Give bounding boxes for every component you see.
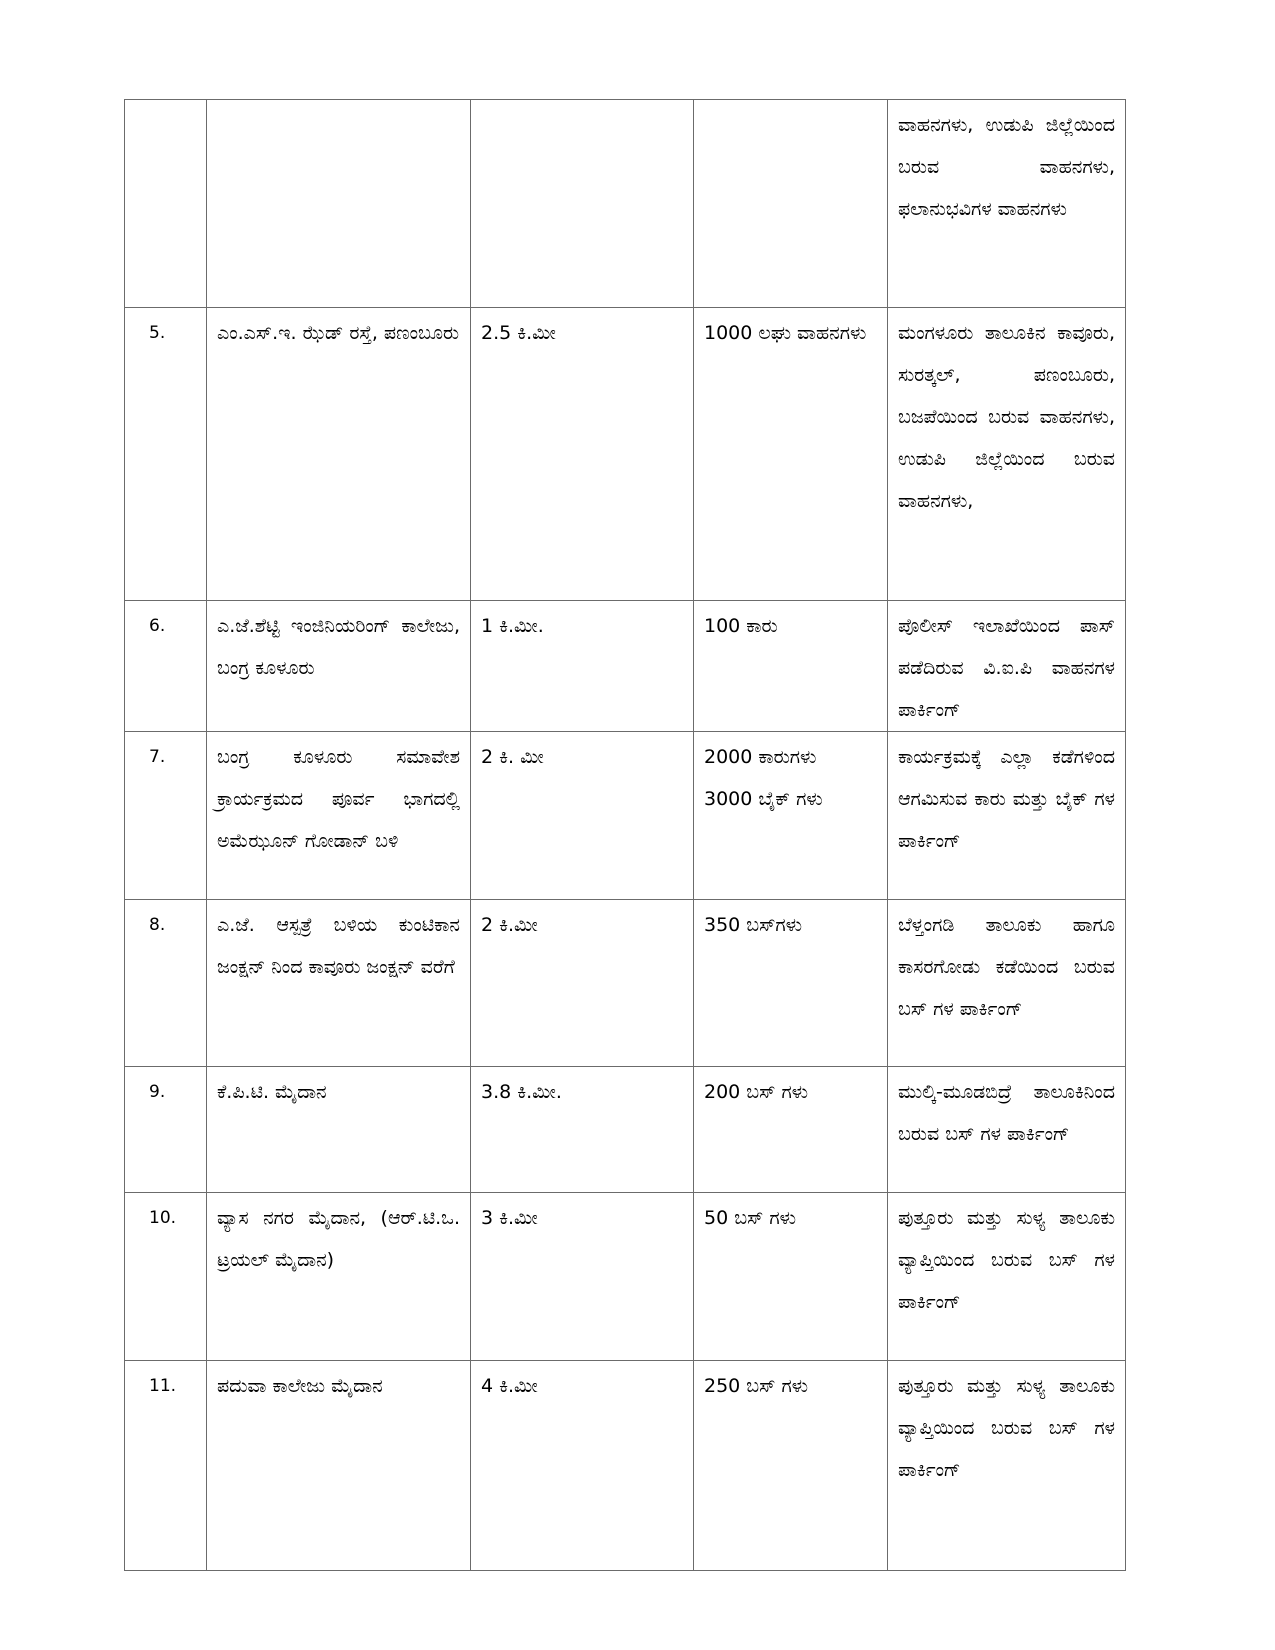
- serial-number-cell: 8.: [125, 900, 207, 1067]
- table-row: [125, 100, 1126, 308]
- description-cell: ಬೆಳ್ತಂಗಡಿ ತಾಲೂಕು ಹಾಗೂ ಕಾಸರಗೋಡು ಕಡೆಯಿಂದ ಬರುವ ಬಸ್ ಗಳ ಪಾರ್ಕಿಂಗ್: [888, 900, 1126, 1067]
- location-cell: [207, 100, 471, 308]
- description-cell: ಮುಲ್ಕಿ-ಮೂಡಬಿದ್ರೆ ತಾಲೂಕಿನಿಂದ ಬರುವ ಬಸ್ ಗಳ ಪಾರ್ಕಿಂಗ್: [888, 1067, 1126, 1193]
- location-cell: ವ್ಯಾಸ ನಗರ ಮೈದಾನ, (ಆರ್.ಟಿ.ಒ. ಟ್ರಯಲ್ ಮೈದಾನ): [207, 1193, 471, 1361]
- location-cell: ಬಂಗ್ರ ಕೂಳೂರು ಸಮಾವೇಶ ಕ್ರಾರ್ಯಕ್ರಮದ ಪೂರ್ವ ಭಾಗದಲ್ಲಿ ಅಮೆಝೂನ್ ಗೋಡಾನ್ ಬಳಿ: [207, 732, 471, 900]
- serial-number-cell: 6.: [125, 601, 207, 732]
- table-row: [125, 601, 1126, 732]
- capacity-cell: 250 ಬಸ್ ಗಳು: [694, 1361, 888, 1571]
- capacity-cell: 2000 ಕಾರುಗಳು 3000 ಬೈಕ್ ಗಳು: [694, 732, 888, 900]
- distance-cell: 2 ಕಿ.ಮೀ: [471, 900, 694, 1067]
- distance-cell: 2 ಕಿ. ಮೀ: [471, 732, 694, 900]
- distance-cell: 2.5 ಕಿ.ಮೀ: [471, 308, 694, 601]
- location-cell: ಕೆ.ಪಿ.ಟಿ. ಮೈದಾನ: [207, 1067, 471, 1193]
- location-cell: ಪದುವಾ ಕಾಲೇಜು ಮೈದಾನ: [207, 1361, 471, 1571]
- location-cell: ಎ.ಜೆ. ಆಸ್ಪತ್ರೆ ಬಳಿಯ ಕುಂಟಿಕಾನ ಜಂಕ್ಷನ್ ನಿಂದ ಕಾವೂರು ಜಂಕ್ಷನ್ ವರೆಗೆ: [207, 900, 471, 1067]
- distance-cell: 3 ಕಿ.ಮೀ: [471, 1193, 694, 1361]
- capacity-cell: 200 ಬಸ್ ಗಳು: [694, 1067, 888, 1193]
- location-cell: ಎಂ.ಎಸ್.ಇ. ಝೆಡ್ ರಸ್ತೆ, ಪಣಂಬೂರು: [207, 308, 471, 601]
- serial-number-cell: 9.: [125, 1067, 207, 1193]
- serial-number-cell: 7.: [125, 732, 207, 900]
- table-row: [125, 1193, 1126, 1361]
- capacity-cell: 350 ಬಸ್‌ಗಳು: [694, 900, 888, 1067]
- description-cell: ವಾಹನಗಳು, ಉಡುಪಿ ಜಿಲ್ಲೆಯಿಂದ ಬರುವ ವಾಹನಗಳು, ಫಲಾನುಭವಿಗಳ ವಾಹನಗಳು: [888, 100, 1126, 308]
- table-row: [125, 1067, 1126, 1193]
- serial-number-cell: 11.: [125, 1361, 207, 1571]
- distance-cell: 4 ಕಿ.ಮೀ: [471, 1361, 694, 1571]
- capacity-cell: 50 ಬಸ್ ಗಳು: [694, 1193, 888, 1361]
- table-row: [125, 308, 1126, 601]
- parking-table: [124, 99, 1126, 1571]
- capacity-cell: 100 ಕಾರು: [694, 601, 888, 732]
- serial-number-cell: 5.: [125, 308, 207, 601]
- description-cell: ಪುತ್ತೂರು ಮತ್ತು ಸುಳ್ಯ ತಾಲೂಕು ವ್ಯಾಪ್ತಿಯಿಂದ ಬರುವ ಬಸ್ ಗಳ ಪಾರ್ಕಿಂಗ್: [888, 1361, 1126, 1571]
- serial-number-cell: 10.: [125, 1193, 207, 1361]
- description-cell: ಪೊಲೀಸ್ ಇಲಾಖೆಯಿಂದ ಪಾಸ್ ಪಡೆದಿರುವ ವಿ.ಐ.ಪಿ ವಾಹನಗಳ ಪಾರ್ಕಿಂಗ್: [888, 601, 1126, 732]
- distance-cell: [471, 100, 694, 308]
- distance-cell: 3.8 ಕಿ.ಮೀ.: [471, 1067, 694, 1193]
- table-row: [125, 1361, 1126, 1571]
- capacity-cell: [694, 100, 888, 308]
- capacity-cell: 1000 ಲಘು ವಾಹನಗಳು: [694, 308, 888, 601]
- distance-cell: 1 ಕಿ.ಮೀ.: [471, 601, 694, 732]
- table-row: [125, 900, 1126, 1067]
- serial-number-cell: [125, 100, 207, 308]
- table-row: [125, 732, 1126, 900]
- description-cell: ಕಾರ್ಯಕ್ರಮಕ್ಕೆ ಎಲ್ಲಾ ಕಡೆಗಳಿಂದ ಆಗಮಿಸುವ ಕಾರು ಮತ್ತು ಬೈಕ್ ಗಳ ಪಾರ್ಕಿಂಗ್: [888, 732, 1126, 900]
- description-cell: ಮಂಗಳೂರು ತಾಲೂಕಿನ ಕಾವೂರು, ಸುರತ್ಕಲ್, ಪಣಂಬೂರು, ಬಜಪೆಯಿಂದ ಬರುವ ವಾಹನಗಳು, ಉಡುಪಿ ಜಿಲ್ಲೆಯಿಂದ ಬರುವ ವಾಹನಗಳು,: [888, 308, 1126, 601]
- description-cell: ಪುತ್ತೂರು ಮತ್ತು ಸುಳ್ಯ ತಾಲೂಕು ವ್ಯಾಪ್ತಿಯಿಂದ ಬರುವ ಬಸ್ ಗಳ ಪಾರ್ಕಿಂಗ್: [888, 1193, 1126, 1361]
- location-cell: ಎ.ಜೆ.ಶೆಟ್ಟಿ ಇಂಜಿನಿಯರಿಂಗ್ ಕಾಲೇಜು, ಬಂಗ್ರ ಕೂಳೂರು: [207, 601, 471, 732]
